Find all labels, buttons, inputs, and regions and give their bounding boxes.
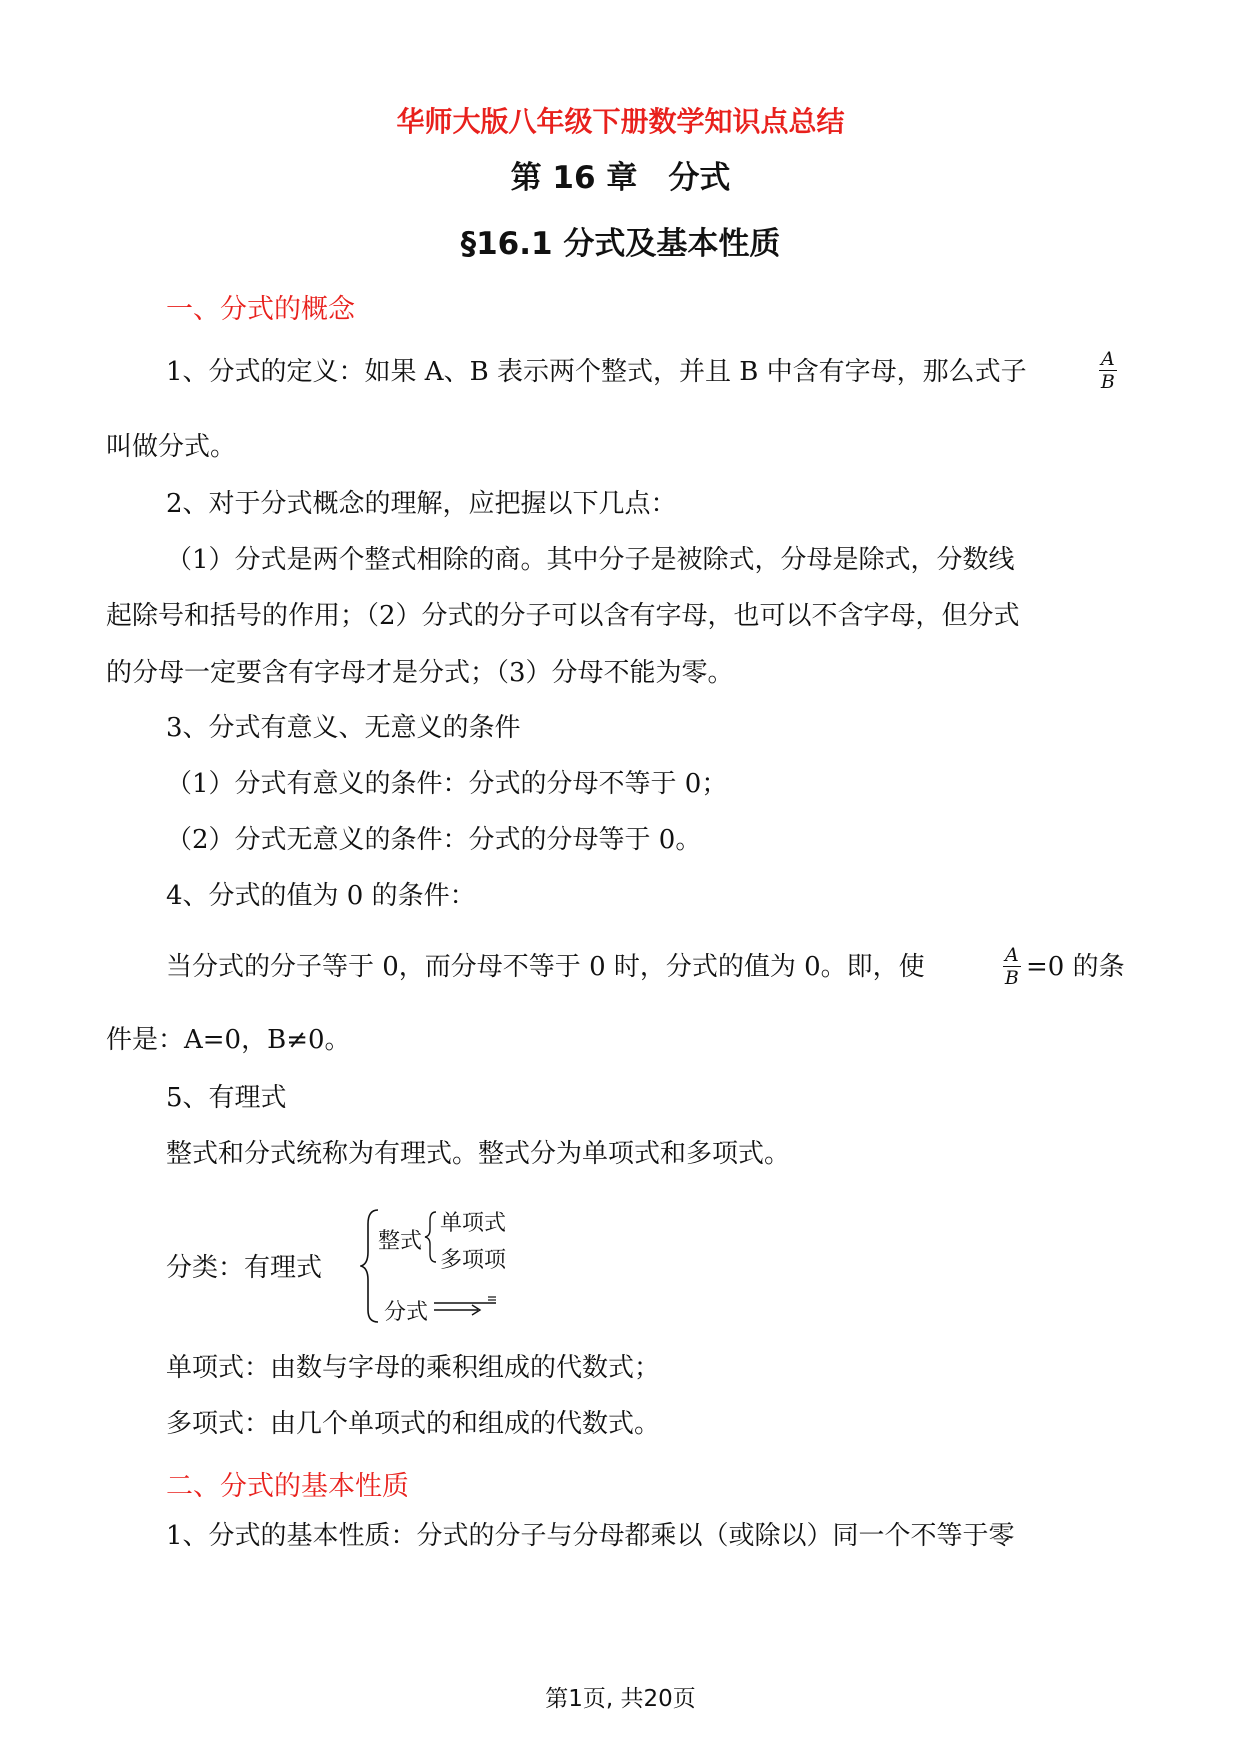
point-2-line-1: （1）分式是两个整式相除的商。其中分子是被除式，分母是除式，分数线 xyxy=(166,545,1015,575)
fraction-a-over-b xyxy=(1099,348,1117,393)
class-integral: 整式 xyxy=(378,1229,423,1254)
document-title: 华师大版八年级下册数学知识点总结 xyxy=(396,105,845,138)
monomial-definition: 单项式：由数与字母的乘积组成的代数式； xyxy=(166,1353,661,1383)
definition-line-2: 叫做分式。 xyxy=(106,432,237,462)
class-fraction: 分式 xyxy=(384,1300,429,1325)
point-3-title: 3、分式有意义、无意义的条件 xyxy=(166,713,521,743)
point-5-line-1: 整式和分式统称为有理式。整式分为单项式和多项式。 xyxy=(166,1139,791,1169)
point-4-line-1-tail: =0 的条 xyxy=(1026,952,1125,982)
point-2-line-3: 的分母一定要含有字母才是分式；（3）分母不能为零。 xyxy=(106,658,734,688)
point-4-title: 4、分式的值为 0 的条件： xyxy=(166,881,476,911)
fraction-a-over-b-condition xyxy=(1003,944,1021,989)
heading-basic-property: 二、分式的基本性质 xyxy=(166,1471,409,1502)
inner-brace xyxy=(425,1212,436,1262)
point-3-line-2: （2）分式无意义的条件：分式的分母等于 0。 xyxy=(166,825,702,855)
heading-fraction-concept: 一、分式的概念 xyxy=(166,294,355,325)
polynomial-definition: 多项式：由几个单项式的和组成的代数式。 xyxy=(166,1409,661,1439)
fraction-denominator: B xyxy=(1100,371,1115,393)
fraction-numerator: A xyxy=(1101,348,1115,370)
point-2-line-2: 起除号和括号的作用；（2）分式的分子可以含有字母，也可以不含字母，但分式 xyxy=(106,601,1020,631)
point-4-line-1: 当分式的分子等于 0，而分母不等于 0 时，分式的值为 0。即，使 xyxy=(166,952,925,982)
basic-property-line-1: 1、分式的基本性质：分式的分子与分母都乘以（或除以）同一个不等于零 xyxy=(166,1521,1015,1551)
point-5-title: 5、有理式 xyxy=(166,1083,287,1113)
point-2-title: 2、对于分式概念的理解，应把握以下几点： xyxy=(166,489,677,519)
point-4-line-2: 件是：A=0，B≠0。 xyxy=(106,1025,351,1055)
outer-brace xyxy=(361,1210,378,1322)
page-footer: 第1页, 共20页 xyxy=(545,1686,696,1712)
section-title: §16.1 分式及基本性质 xyxy=(460,226,781,262)
class-monomial: 单项式 xyxy=(440,1211,507,1236)
fraction-denominator: B xyxy=(1004,967,1019,989)
chapter-title: 第 16 章 分式 xyxy=(510,160,731,196)
fraction-numerator: A xyxy=(1005,944,1019,966)
class-polynomial: 多项项 xyxy=(440,1248,507,1273)
classification-label: 分类：有理式 xyxy=(166,1253,323,1283)
point-3-line-1: （1）分式有意义的条件：分式的分母不等于 0； xyxy=(166,769,728,799)
definition-line-1: 1、分式的定义：如果 A、B 表示两个整式，并且 B 中含有字母，那么式子 xyxy=(166,357,1027,387)
